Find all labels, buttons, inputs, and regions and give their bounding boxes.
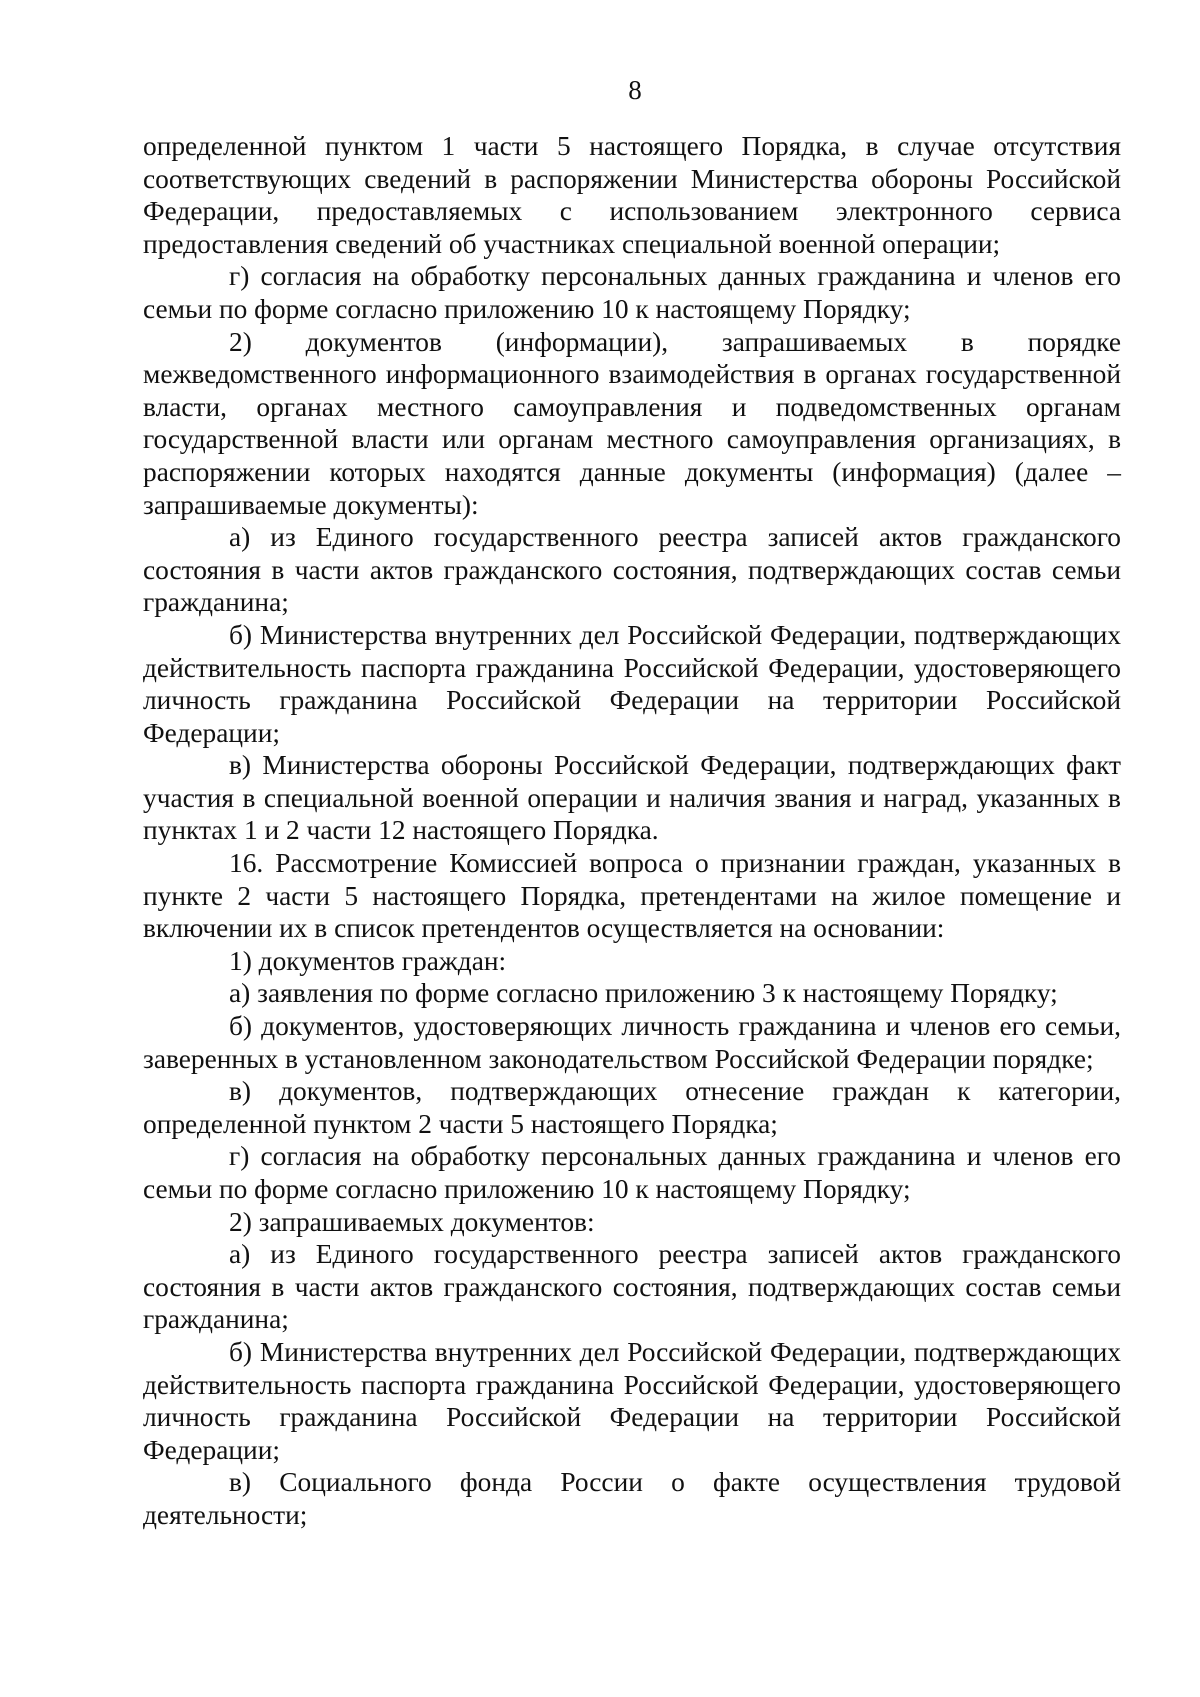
paragraph-item-b-identity-documents: б) документов, удостоверяющих личность гражданина и членов его семьи, заверенных в установленном законодательством Российской Федерации порядке;	[143, 1011, 1121, 1074]
paragraph-item-v-social-fund: в) Социального фонда России о факте осуществления трудовой деятельности;	[143, 1467, 1121, 1530]
paragraph-item-2-requested-documents: 2) запрашиваемых документов:	[229, 1206, 595, 1237]
paragraph-item-a-civil-registry: а) из Единого государственного реестра записей актов гражданского состояния в части актов гражданского состояния, подтверждающих состав семьи гражданина;	[143, 522, 1121, 618]
paragraph-item-g-consent-2: г) согласия на обработку персональных данных гражданина и членов его семьи по форме согласно приложению 10 к настоящему Порядку;	[143, 1141, 1121, 1204]
paragraph-item-2-interagency-documents: 2) документов (информации), запрашиваемых в порядке межведомственного информационного взаимодействия в органах государственной власти, органах местного самоуправления и подведомственных органам государственной власти или органам местного самоуправления организациях, в распоряжении которых находятся данные документы (информация) (далее – запрашиваемые документы):	[143, 326, 1121, 520]
paragraph-continuation: определенной пунктом 1 части 5 настоящего Порядка, в случае отсутствия соответствующих сведений в распоряжении Министерства обороны Российской Федерации, предоставляемых с использованием электронного сервиса предоставления сведений об участниках специальной военной операции;	[143, 131, 1121, 259]
page-number: 8	[628, 75, 642, 105]
paragraph-item-v-category-documents: в) документов, подтверждающих отнесение граждан к категории, определенной пунктом 2 части 5 настоящего Порядка;	[143, 1076, 1121, 1139]
paragraph-item-1-citizen-documents: 1) документов граждан:	[229, 945, 507, 976]
paragraph-item-g-consent: г) согласия на обработку персональных данных гражданина и членов его семьи по форме согласно приложению 10 к настоящему Порядку;	[143, 261, 1121, 324]
paragraph-item-b-interior-ministry: б) Министерства внутренних дел Российской Федерации, подтверждающих действительность паспорта гражданина Российской Федерации, удостоверяющего личность гражданина Российской Федерации на территории Российской Федерации;	[143, 619, 1121, 748]
paragraph-item-v-defense-ministry: в) Министерства обороны Российской Федерации, подтверждающих факт участия в специальной военной операции и наличия звания и наград, указанных в пунктах 1 и 2 части 12 настоящего Порядка.	[143, 750, 1121, 846]
paragraph-item-a-civil-registry-2: а) из Единого государственного реестра записей актов гражданского состояния в части актов гражданского состояния, подтверждающих состав семьи гражданина;	[143, 1239, 1121, 1335]
document-body	[143, 130, 1121, 1532]
paragraph-item-b-interior-ministry-2: б) Министерства внутренних дел Российской Федерации, подтверждающих действительность паспорта гражданина Российской Федерации, удостоверяющего личность гражданина Российской Федерации на территории Российской Федерации;	[143, 1336, 1121, 1465]
paragraph-section-16: 16. Рассмотрение Комиссией вопроса о признании граждан, указанных в пункте 2 части 5 настоящего Порядка, претендентами на жилое помещение и включении их в список претендентов осуществляется на основании:	[143, 848, 1121, 944]
paragraph-item-a-application: а) заявления по форме согласно приложению 3 к настоящему Порядку;	[229, 978, 1058, 1009]
